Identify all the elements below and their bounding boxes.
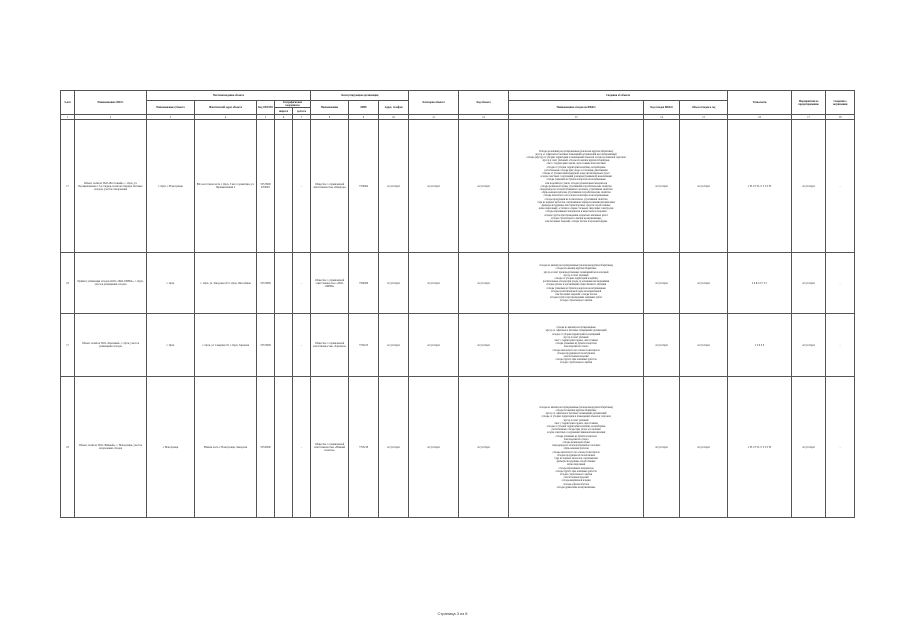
address: Юго-восточная часть г. Орск, 3 км от ориентира, ул. Промышленная 2 — [195, 120, 257, 253]
waste-line: отходы из жилищ крупногабаритные — [555, 408, 597, 412]
header-lat: широта — [275, 108, 293, 115]
waste-line: отходы упаковки из бумаги и картона — [555, 434, 597, 438]
table-row — [61, 377, 855, 518]
waste-description — [509, 377, 644, 518]
waste-line: лом изделий из стекла, отходы упаковочных материалов — [544, 181, 608, 185]
waste-line: отходы (мусор) от уборки территории и помещений объектов оптово-розничной торговли — [526, 155, 626, 159]
header-waste: Наименование отходов по ФККО — [509, 101, 644, 115]
column-number: 12 — [459, 115, 509, 120]
waste-line: осадок очистных сооружений дождевой (ливневой) канализации — [540, 175, 612, 179]
municipality: г. Новотроицк — [147, 377, 195, 518]
column-number: 17 — [792, 115, 826, 120]
waste-line: растительные отходы при уходе за газонами, цветниками — [544, 168, 608, 172]
column-number: 8 — [311, 115, 349, 120]
fkko-code: отсутствует — [644, 120, 680, 253]
column-number: 9 — [349, 115, 379, 120]
latitude — [275, 120, 293, 253]
prevention-measures: отсутствует — [792, 253, 826, 314]
column-number: 11 — [409, 115, 459, 120]
header-tech: Технологии — [728, 91, 792, 115]
header-location-group: Местонахождение объекта — [147, 91, 311, 101]
column-number: 5 — [257, 115, 275, 120]
waste-line: отходы из жилищ несортированные (исключая крупногабаритные) — [539, 405, 613, 409]
waste-line: шлак сварочный; остатки и огарки стальных сварочных электродов — [538, 207, 614, 211]
waste-line: отходы упаковки из бумаги и картона — [555, 342, 597, 346]
register-table — [60, 90, 855, 518]
object-name: Объект, полигон ТКО «Южный», с. Новотроицк, участок захоронения отходов — [75, 377, 147, 518]
waste-line: отходы резиновой обуви — [562, 441, 590, 444]
operator-phone: отсутствует — [379, 314, 409, 377]
waste-line: отходы продукции из полиэтилена, утратившей свойства — [544, 197, 608, 201]
header-op-name: Наименование — [311, 101, 349, 115]
waste-line: отходы пенопласта на основе полистирола — [552, 450, 600, 454]
object-category: отсутствует — [409, 377, 459, 518]
longitude: - — [293, 253, 311, 314]
prevention-measures: отсутствует — [792, 314, 826, 377]
waste-description — [509, 120, 644, 253]
waste-line: отходы от уборки территорий кладбищ — [554, 277, 598, 280]
object-category: отсутствует — [409, 314, 459, 377]
address: с. Орск, ул. Заводская 4/3 г. Орск, Шоссейная — [195, 253, 257, 314]
waste-line: мусор от офисных и бытовых помещений организаций несортированный — [535, 152, 617, 156]
pollution-info: - — [826, 314, 855, 377]
header-code: Код объекта — [459, 91, 509, 115]
object-code: отсутствует — [459, 120, 509, 253]
waste-line: отходы из жилищ несортированные (исключая крупногабаритные) — [539, 264, 613, 268]
waste-line: отходы упаковки из бумаги и картона незагрязненные — [546, 286, 606, 290]
technology: 2 0 К 0 0 7 0 1 — [728, 253, 792, 314]
column-number: 1 — [61, 115, 75, 120]
latitude — [275, 253, 293, 314]
waste-line: лом изделий из стекла — [563, 437, 589, 441]
column-number: 3 — [147, 115, 195, 120]
table-row — [61, 253, 855, 314]
waste-volume: отсутствует — [680, 377, 728, 518]
waste-line: отходы асфальтобетона — [563, 482, 589, 486]
object-code: отсутствует — [459, 253, 509, 314]
page-number: Страница 3 из 8 — [437, 611, 468, 616]
header-municipality: Наименование субъекта — [147, 101, 195, 115]
waste-line: мусор от офисных и бытовых помещений организаций — [545, 329, 607, 333]
waste-line: отходы кирпичной кладки — [561, 479, 591, 483]
oktmo-code: 53723000 4700001 — [257, 120, 275, 253]
header-operator-group: Эксплуатирующая организация — [311, 91, 409, 101]
waste-line: осадок очистных сооружений ливневой канализации — [546, 431, 606, 435]
waste-line: отходы пенопласта на основе полистирола — [552, 348, 600, 352]
row-number: 17 — [61, 314, 75, 377]
row-number: 18 — [61, 253, 75, 314]
waste-line: отходы грунта при земляных работах — [555, 358, 597, 362]
waste-line: спецодежда из хлопчатобумажного волокна, утратившая свойства — [539, 188, 613, 191]
latitude — [275, 377, 293, 518]
waste-line: отходы строительного щебня — [559, 473, 593, 477]
longitude: - — [293, 314, 311, 377]
waste-line: лом бетонных изделий, отходы бетона в кусковой форме — [544, 220, 608, 224]
waste-line: отходы абразивных материалов в виде пыли и порошка — [545, 210, 607, 214]
prevention-measures: отсутствует — [792, 377, 826, 518]
operator-phone: отсутствует — [379, 120, 409, 253]
column-number: 14 — [644, 115, 680, 120]
waste-line: лом бетонных изделий — [563, 476, 589, 480]
header-scheme: Мероприятия по предотвращению — [792, 91, 826, 115]
waste-line: отходы строительного щебня — [559, 361, 593, 365]
waste-line: растительные отходы при уходе за газонами — [551, 428, 601, 432]
row-number: 18 — [61, 377, 75, 518]
fkko-code: отсутствует — [644, 253, 680, 314]
object-name: Объект, полигон ТКО «Заречный», с. Орск, участок размещения отходов — [75, 314, 147, 377]
operator-phone: отсутствует — [379, 253, 409, 314]
oktmo-code: 53723000 — [257, 253, 275, 314]
header-name: Наименование ОИОС — [75, 91, 147, 115]
waste-line: обувь кожаная рабочая, утратившая потребительские свойства — [541, 191, 611, 195]
operator-name: Общество с ограниченной ответственностью «Заречное» — [311, 314, 349, 377]
waste-line: мусор и смет уличный — [563, 418, 589, 422]
waste-line: отходы полиэтиленовой тары незагрязненной — [550, 289, 602, 293]
waste-line: отходы грунта при земляных работах — [555, 469, 597, 473]
waste-line: лом бетонных изделий — [563, 355, 589, 359]
column-number: 15 — [680, 115, 728, 120]
waste-line: смет с территории гаража, автостоянки малоопасный — [546, 162, 606, 166]
column-number: 6 — [275, 115, 293, 120]
waste-line: отходы от уборки территорий кладбищ, колумбариев — [546, 165, 606, 169]
waste-line: отходы от уборки территорий кладбищ, колумбариев — [546, 424, 606, 428]
waste-line: отходы продукции из полиэтилена — [556, 351, 596, 355]
municipality: г. Орск — [147, 253, 195, 314]
technology: 2 0 0 0 0 — [728, 314, 792, 377]
waste-line: мусор и смет производственных помещений малоопасный — [543, 270, 609, 274]
technology: 2 Н. 0 Т П, 0 Т. 0 Т Н — [728, 120, 792, 253]
latitude — [275, 314, 293, 377]
pollution-info: - — [826, 120, 855, 253]
waste-volume: отсутствует — [680, 314, 728, 377]
waste-line: смет с территории гаража, автостоянки — [554, 421, 598, 425]
waste-line: смет с территории гаража, автостоянки — [554, 339, 598, 342]
waste-line: мусор от офисных и бытовых помещений организаций — [545, 412, 607, 416]
header-oktmo: Код ОКТМО — [257, 101, 275, 115]
column-number: 13 — [509, 115, 644, 120]
column-number: 18 — [826, 115, 855, 120]
prevention-measures: отсутствует — [792, 120, 826, 253]
waste-line: отходы резиновой обуви, утратившей потребительские свойства — [540, 184, 612, 188]
waste-line: отходы грунта при проведении земляных работ — [549, 296, 603, 300]
header-category: Категория объекта — [409, 91, 459, 115]
register-body — [61, 120, 855, 518]
column-number: 16 — [728, 115, 792, 120]
waste-line: Отходы из жилищ несортированные (исключая крупногабаритные) — [538, 149, 614, 153]
waste-line: фильтры воздушные автотранспортных средств отработанные — [541, 204, 611, 208]
oktmo-code: 53720000 — [257, 377, 275, 518]
waste-line: мусор и смет уличный; отходы из жилищ крупногабаритные — [542, 159, 610, 163]
operator-name: Общество с ограниченной ответственностью «Южный полигон» — [311, 377, 349, 518]
waste-line: растительные отходы при уходе за зелеными насаждениями — [542, 280, 610, 284]
address: Южная часть г. Новотроицк, Заводская — [195, 377, 257, 518]
column-number: 7 — [293, 115, 311, 120]
waste-line: отходы продукции из полиэтилена — [556, 453, 596, 457]
operator-inn: 7700004 — [349, 120, 379, 253]
header-pollution: Сведения о загрязнении — [826, 91, 855, 115]
waste-line: обувь кожаная рабочая — [563, 447, 589, 451]
waste-line: отходы из жилищ несортированные — [556, 326, 596, 330]
waste-line: лом изделий из стекла — [563, 345, 589, 349]
operator-inn: 7705218 — [349, 377, 379, 518]
technology: 2 Н. 0 Т П, 0 Т. 0 Т Н — [728, 377, 792, 518]
operator-inn: 7702013 — [349, 314, 379, 377]
longitude: - — [293, 120, 311, 253]
waste-line: фильтры воздушные отработанные — [556, 460, 596, 464]
header-volume: Объем отходов в год — [680, 101, 728, 115]
waste-line: отходы от уборки территории и помещений объектов торговли — [541, 415, 611, 419]
waste-line: отходы грунта при проведении открытых земляных работ — [544, 213, 608, 217]
object-category: отсутствует — [409, 253, 459, 314]
table-row — [61, 120, 855, 253]
waste-line: отходы абразивных материалов — [558, 466, 594, 470]
waste-line: отходы из жилищ крупногабаритные — [555, 267, 597, 271]
operator-phone: отсутствует — [379, 377, 409, 518]
operator-inn: 7562006 — [349, 253, 379, 314]
column-number: 4 — [195, 115, 257, 120]
oktmo-code: 53723000 — [257, 314, 275, 377]
waste-line: отходы упаковки из бумаги и картона незагрязненные — [546, 178, 606, 182]
waste-line: отходы строительного щебня — [559, 299, 593, 303]
waste-line: отходы от уборки прибордюрной зоны автомобильных дорог — [542, 171, 610, 175]
waste-line: отходы древесины незагрязненные — [556, 485, 596, 489]
row-number: 17 — [61, 120, 75, 253]
header-info-group: Сведения об объекте — [509, 91, 728, 101]
waste-volume: отсутствует — [680, 253, 728, 314]
object-code: отсутствует — [459, 377, 509, 518]
header-lon: долгота — [293, 108, 311, 115]
object-code: отсутствует — [459, 314, 509, 377]
waste-line: спецодежда из хлопчатобумажного волокна — [551, 444, 601, 448]
operator-name: Общество с ограниченной ответственностью «ЭКО-СФЕРА» — [311, 253, 349, 314]
waste-line: мусор и смет уличный — [563, 335, 589, 339]
header-op-phone: Адрес, телефон — [379, 101, 409, 115]
operator-name: Общество с ограниченной ответственностью «Природа» — [311, 120, 349, 253]
waste-line: отходы кухонь и организаций общественного питания — [546, 283, 607, 287]
waste-description — [509, 314, 644, 377]
object-name: Приём и утилизация отходов ООО «ЭКО-СФЕРА», с. Орск, участок размещения отходов — [75, 253, 147, 314]
header-rowno: №п/п — [61, 91, 75, 115]
waste-line: тара из черных металлов, загрязненная — [554, 457, 598, 461]
column-number: 10 — [379, 115, 409, 120]
table-row — [61, 314, 855, 377]
municipality: г. Орск, г. Новотроицк — [147, 120, 195, 253]
waste-line: отходы от уборки территорий и помещений — [551, 332, 601, 336]
waste-line: лом бетонных изделий, отходы бетона — [554, 293, 598, 297]
waste-line: отходы пенопласта на основе полистирола незагрязненные — [543, 194, 609, 198]
column-number: 2 — [75, 115, 147, 120]
waste-line: шлак сварочный — [566, 463, 586, 467]
fkko-code: отсутствует — [644, 314, 680, 377]
header-address: Фактический адрес объекта — [195, 101, 257, 115]
waste-volume: отсутствует — [680, 120, 728, 253]
fkko-code: отсутствует — [644, 377, 680, 518]
object-name: Объект, полигон ТКО «Восточный», с. Орск, ул. Промышленная 2, 3-я очередь полигона твердых бытовых отходов, участок захоронения — [75, 120, 147, 253]
object-category: отсутствует — [409, 120, 459, 253]
header-op-inn: ИНН — [349, 101, 379, 115]
header-geo: Географические координаты — [275, 101, 311, 108]
waste-description — [509, 253, 644, 314]
pollution-info: - — [826, 253, 855, 314]
pollution-info: - — [826, 377, 855, 518]
waste-line: мусор и смет уличный — [563, 273, 589, 277]
address: с. Орск, ул. Северная 3/1 г. Орск, Заречная — [195, 314, 257, 377]
waste-line: отходы строительного щебня незагрязненные — [550, 216, 602, 220]
header-fkko: Код отходов ФККО — [644, 101, 680, 115]
waste-line: тара из черных металлов, загрязненная лакокрасочными материалами — [537, 200, 615, 204]
longitude: - — [293, 377, 311, 518]
municipality: г. Орск — [147, 314, 195, 377]
